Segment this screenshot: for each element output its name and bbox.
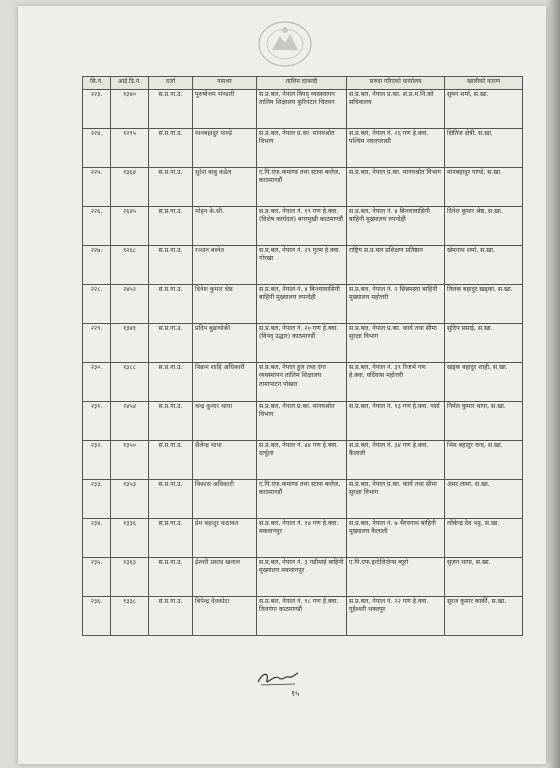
serial-number-cell: २३३. (83, 480, 111, 519)
vacancy-reason-cell: मानबहादुर पाण्डे, स.खा. (445, 168, 523, 207)
transferred-office-cell: स.प्र.बल, नेपाल प्र.का. कार्य तथा सीमा सुरक्षा विभाग (347, 324, 445, 363)
table-row (83, 168, 523, 207)
transferred-office-cell: स.प्र.बल, नेपाल नं. ३४ गण हे.क्वा. कैलाली (347, 441, 445, 480)
column-header: तालिम दरबन्दी (257, 77, 347, 90)
current-office-cell: स.प्र.बल, नेपाल नं. १९ गण हे.क्वा. (विशेष कार्यदल) बगरमुखी काठमाण्डौं (257, 207, 347, 246)
transferred-office-cell: स.प्र.बल, नेपाल नं. ३९ रिजर्भ गण हे.क्वा. वर्दिवास महोत्तरी (347, 363, 445, 402)
name-cell: विक्रम शाहि अधिकारी (193, 363, 257, 402)
vacancy-reason-cell: लोकेन्द्र देव भट्ट, स.खा. (445, 519, 523, 558)
transferred-office-cell: स.प्र.बल, नेपाल प्र.का. मानवश्रोत विभाग (347, 168, 445, 207)
rank-cell: स.प्र.ना.उ. (149, 558, 193, 597)
current-office-cell: स.प्र.बल, नेपाल नं. १८ गण हे.क्वा. तिलगंगा काठमाण्डौं (257, 597, 347, 636)
rank-cell: स.प्र.ना.उ. (149, 441, 193, 480)
vacancy-reason-cell: अमर लामा, स.खा. (445, 480, 523, 519)
transferred-office-cell: ए.पि.एफ.इन्टेलिजेन्स ब्यूरो (347, 558, 445, 597)
vacancy-reason-cell: क्षितिज क्षेत्री, स.खा. (445, 129, 523, 168)
table-row (83, 207, 523, 246)
rank-cell: स.प्र.ना.उ. (149, 597, 193, 636)
id-number-cell: १३८८ (111, 363, 149, 402)
table-row (83, 558, 523, 597)
serial-number-cell: २३०. (83, 363, 111, 402)
name-cell: ईश्वरी प्रसाद खनाल (193, 558, 257, 597)
table-row (83, 597, 523, 636)
rank-cell: स.प्र.ना.उ. (149, 363, 193, 402)
vacancy-reason-cell: सुजन थापा, स.खा. (445, 558, 523, 597)
serial-number-cell: २२३. (83, 90, 111, 129)
column-header: खालीको कारण (445, 77, 523, 90)
transfer-table (82, 76, 523, 636)
name-cell: चन्द्र कुमार थापा (193, 402, 257, 441)
transferred-office-cell: राष्ट्रिय स.प्र.बल प्रशिक्षण प्रतिष्ठान (347, 246, 445, 285)
id-number-cell: १३६४ (111, 168, 149, 207)
transferred-office-cell: स.प्र.बल, नेपाल नं. ४ बिन्ध्यावासिनी बाहिनी मुख्यालय रुपन्देही (347, 207, 445, 246)
id-number-cell: १३६३ (111, 558, 149, 597)
current-office-cell: स.प्र.बल, नेपाल हुल तथा दंगा व्यवस्थापन तालिम शिक्षालय तामापाटन पोखरा (257, 363, 347, 402)
vacancy-reason-cell: खेमनाथ शर्मा, स.खा. (445, 246, 523, 285)
id-number-cell: १३४० (111, 90, 149, 129)
name-cell: दिनेश कुमार श्रेष्ठ (193, 285, 257, 324)
serial-number-cell: २२८. (83, 285, 111, 324)
table-body (83, 90, 523, 636)
current-office-cell: स.प्र.बल, नेपाल नं. २० गण हे.क्वा. (विपद् उद्धार) काठमाण्डौं (257, 324, 347, 363)
name-cell: शैलेन्द्र थापा (193, 441, 257, 480)
rank-cell: स.प्र.ना.उ. (149, 324, 193, 363)
name-cell: बिपेन्द्र देवकोटा (193, 597, 257, 636)
rank-cell: स.प्र.ना.उ. (149, 90, 193, 129)
table-row (83, 324, 523, 363)
serial-number-cell: २३६. (83, 597, 111, 636)
id-number-cell: १३५३ (111, 480, 149, 519)
id-number-cell: १३३६ (111, 519, 149, 558)
table-header-row (83, 77, 523, 90)
rank-cell: स.प्र.ना.उ. (149, 480, 193, 519)
id-number-cell: १३४१ (111, 324, 149, 363)
serial-number-cell: २२४. (83, 129, 111, 168)
vacancy-reason-cell: सुरज कुमार कार्की, स.खा. (445, 597, 523, 636)
rank-cell: स.प्र.ना.उ. (149, 519, 193, 558)
table-row (83, 480, 523, 519)
id-number-cell: १३५० (111, 441, 149, 480)
serial-number-cell: २३५. (83, 558, 111, 597)
vacancy-reason-cell: खड्क बहादुर शाही, स.खा. (445, 363, 523, 402)
id-number-cell: १३३८ (111, 597, 149, 636)
current-office-cell: स.प्र.बल, नेपाल नं. २९ गुल्म हे.क्वा. गोरखा (257, 246, 347, 285)
current-office-cell: स.प्र.बल, नेपाल नं. १४ गण हे.क्वा. मकवानपुर (257, 519, 347, 558)
current-office-cell: स.प्र.बल, नेपाल नं. ३ गढीमाई बाहिनी मुख्यालय मकवानपुर (257, 558, 347, 597)
column-header: सरुवा गरिएको कार्यालय (347, 77, 445, 90)
vacancy-reason-cell: तिलक बहादुर खड्का, स.खा. (445, 285, 523, 324)
table-row (83, 519, 523, 558)
table-row (83, 90, 523, 129)
column-header: सि.नं. (83, 77, 111, 90)
id-number-cell: २४५२ (111, 285, 149, 324)
name-cell: सुरेश बाबु कडेल (193, 168, 257, 207)
serial-number-cell: २३१. (83, 402, 111, 441)
serial-number-cell: २३४. (83, 519, 111, 558)
transferred-office-cell: स.प्र.बल, नेपाल नं. १३ गण हे.क्वा. पर्सा (347, 402, 445, 441)
name-cell: मोहन के.सी. (193, 207, 257, 246)
transferred-office-cell: स.प्र.बल, नेपाल नं. ७ भैरवनाथ बाहिनी मुख्यालय कैलाली (347, 519, 445, 558)
serial-number-cell: २३२. (83, 441, 111, 480)
table-row (83, 402, 523, 441)
serial-number-cell: २२५. (83, 168, 111, 207)
page-edge-shadow (546, 0, 560, 768)
serial-number-cell: २२७. (83, 246, 111, 285)
name-cell: मानबहादुर पाण्डे (193, 129, 257, 168)
name-cell: विकास अधिकारी (193, 480, 257, 519)
rank-cell: स.प्र.ना.उ. (149, 168, 193, 207)
vacancy-reason-cell: सुदिप प्रसाई, स.खा. (445, 324, 523, 363)
vacancy-reason-cell: भिम बहादुर चन्द, स.खा. (445, 441, 523, 480)
current-office-cell: स.प्र.बल, नेपाल नं. ४ बिन्ध्यावासिनी बाहिनी मुख्यालय रुपन्देही (257, 285, 347, 324)
id-number-cell: १२९५ (111, 129, 149, 168)
current-office-cell: ए.पि.एफ.कमाण्ड तथा स्टाफ कलेज, काठमाण्डौं (257, 480, 347, 519)
id-number-cell: २४५४ (111, 402, 149, 441)
table-row (83, 363, 523, 402)
table-row (83, 441, 523, 480)
transferred-office-cell: स.प्र.बल, नेपाल नं. २६ गण हे.क्वा. पश्चिम नवलपरासी (347, 129, 445, 168)
current-office-cell: स.प्र.बल, नेपाल विपद् व्यवस्थापन तालिम शिक्षालय कुरिनटार चितवन (257, 90, 347, 129)
vacancy-reason-cell: निर्मल कुमार थापा, स.खा. (445, 402, 523, 441)
serial-number-cell: २२६. (83, 207, 111, 246)
table-row (83, 246, 523, 285)
vacancy-reason-cell: सुमन शर्मा, स.खा. (445, 90, 523, 129)
name-cell: प्रदिप बुढाथोकी (193, 324, 257, 363)
vacancy-reason-cell: दिनेश कुमार श्रेष्ठ, स.खा. (445, 207, 523, 246)
column-header: आई.डि.नं. (111, 77, 149, 90)
rank-cell: स.प्र.ना.उ. (149, 129, 193, 168)
rank-cell: स.प्र.ना.उ. (149, 402, 193, 441)
rank-cell: स.प्र.ना.उ. (149, 246, 193, 285)
name-cell: प्रेम बहादुर कठायत (193, 519, 257, 558)
column-header: दर्जा (149, 77, 193, 90)
transferred-office-cell: स.प्र.बल, नेपाल नं. २ छिन्नमस्ता बाहिनी मुख्यालय महोत्तरी (347, 285, 445, 324)
table-row (83, 285, 523, 324)
rank-cell: स.प्र.ना.उ. (149, 207, 193, 246)
name-cell: रञ्जन बस्नेत (193, 246, 257, 285)
table-row (83, 129, 523, 168)
emblem-seal-icon (250, 16, 320, 76)
transferred-office-cell: स.प्र.बल, नेपाल प्र.का. कार्य तथा सीमा सुरक्षा विभाग (347, 480, 445, 519)
rank-cell: स.प्र.ना.उ. (149, 285, 193, 324)
transferred-office-cell: स.प्र.बल, नेपाल नं. २२ गण हे.क्वा. गुहेश्वरी भक्तपुर (347, 597, 445, 636)
column-header: नामथर (193, 77, 257, 90)
transferred-office-cell: स.प्र.बल, नेपाल प्र.का. स.प्र.म.नि.को सचिवालय (347, 90, 445, 129)
current-office-cell: स.प्र.बल, नेपाल प्र.का. मानवश्रोत विभाग (257, 402, 347, 441)
id-number-cell: २६४५ (111, 207, 149, 246)
current-office-cell: स.प्र.बल, नेपाल प्र.का. मानवश्रोत विभाग (257, 129, 347, 168)
current-office-cell: ए.पि.एफ.कमाण्ड तथा स्टाफ कलेज, काठमाण्डौं (257, 168, 347, 207)
serial-number-cell: २२९. (83, 324, 111, 363)
id-number-cell: १२६८ (111, 246, 149, 285)
current-office-cell: स.प्र.बल, नेपाल नं. ४४ गण हे.क्वा. दार्चुला (257, 441, 347, 480)
page-number: १५ (291, 689, 300, 698)
signature-icon (255, 668, 301, 690)
name-cell: पुरुषोत्तम भण्डारी (193, 90, 257, 129)
